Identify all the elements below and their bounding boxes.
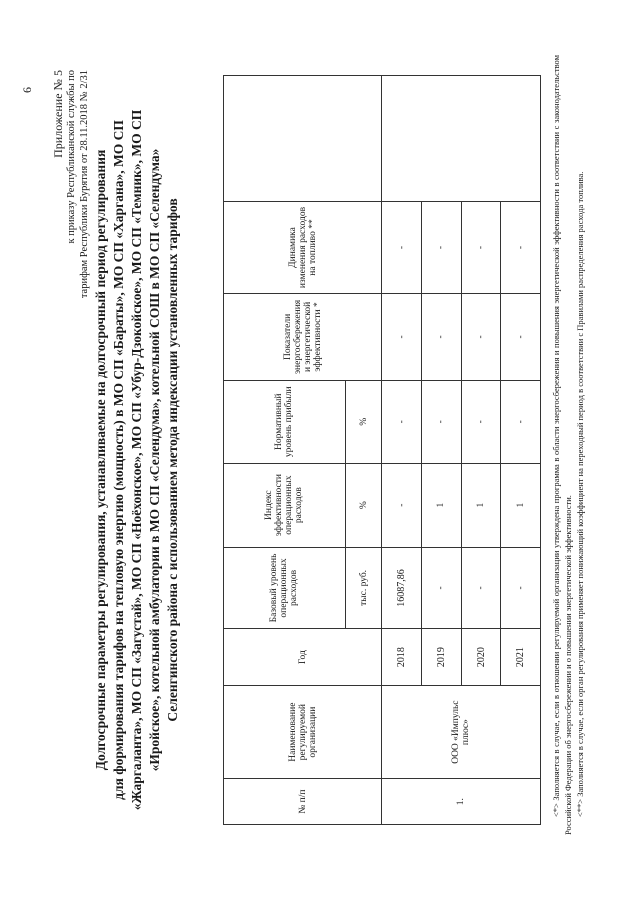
footnote-2: <**> Заполняется в случае, если орган регулирования применяет понижающий коэффициент на переходный период в соответствии с Правилами распределения расхода топлива. — [575, 171, 585, 817]
base-cell: - — [422, 547, 462, 629]
annex-line-3: тарифам Республики Бурятия от 28.11.2018 № 2/31 — [79, 70, 90, 299]
annex-line-2: к приказу Республиканской службы по — [66, 70, 77, 244]
index-cell: 1 — [501, 463, 541, 547]
energy-cell: - — [461, 294, 501, 381]
annex-line-1: Приложение № 5 — [51, 70, 65, 158]
document-title — [92, 75, 182, 845]
title-line-2: для формирования тарифов на тепловую энергию (мощность) в МО СП «Бараты», МО СП «Харгана», МО СП — [111, 120, 126, 800]
dynamics-cell: - — [422, 201, 462, 293]
unit-index: % — [345, 463, 382, 547]
year-cell: 2021 — [501, 629, 541, 686]
header-energy: Показатели энергосбережения и энергетической эффективности * — [224, 294, 382, 381]
title-line-1: Долгосрочные параметры регулирования, устанавливаемые на долгосрочный период регулирования — [93, 149, 108, 771]
header-base: Базовый уровень операционных расходов — [224, 547, 346, 629]
norm-cell: - — [382, 380, 422, 463]
empty-cell — [382, 76, 541, 202]
energy-cell: - — [382, 294, 422, 381]
dynamics-cell: - — [382, 201, 422, 293]
footnotes — [550, 55, 586, 835]
unit-base: тыс. руб. — [345, 547, 382, 629]
base-cell: - — [461, 547, 501, 629]
norm-cell: - — [461, 380, 501, 463]
row-org: ООО «Импульс плюс» — [382, 686, 541, 779]
year-cell: 2018 — [382, 629, 422, 686]
dynamics-cell: - — [501, 201, 541, 293]
title-line-5: Селенгинского района с использованием метода индексации установленных тарифов — [165, 198, 180, 722]
index-cell: 1 — [422, 463, 462, 547]
base-cell: 16087,86 — [382, 547, 422, 629]
index-cell: - — [382, 463, 422, 547]
year-cell: 2020 — [461, 629, 501, 686]
header-year: Год — [224, 629, 382, 686]
dynamics-cell: - — [461, 201, 501, 293]
page-number: 6 — [20, 87, 34, 93]
footnote-1: <*> Заполняется в случае, если в отношении регулируемой организации утверждена программа в области энергосбережения и повышения энергетической эффективности в соответствии с законодательством Российской Федерации об энергосбережении и о повышении энергетической эффективности. — [551, 55, 573, 835]
title-line-3: «Жаргаланта», МО СП «Загустай», МО СП «Ноёхонское», МО СП «Убур-Дзокойское», МО СП «Темник», МО СП — [129, 109, 144, 811]
header-org: Наименование регулируемой организации — [224, 686, 382, 779]
energy-cell: - — [501, 294, 541, 381]
header-row — [224, 76, 346, 825]
base-cell: - — [501, 547, 541, 629]
header-norm: Нормативный уровень прибыли — [224, 380, 346, 463]
header-num: № п/п — [224, 779, 382, 825]
norm-cell: - — [501, 380, 541, 463]
energy-cell: - — [422, 294, 462, 381]
header-index: Индекс эффективности операционных расходов — [224, 463, 346, 547]
header-empty — [224, 76, 382, 202]
header-dynamics: Динамика изменения расходов на топливо ** — [224, 201, 382, 293]
row-num: 1. — [382, 779, 541, 825]
norm-cell: - — [422, 380, 462, 463]
title-line-4: «Иройское», котельной амбулатории в МО СП «Селендума», котельной СОШ в МО СП «Селендума» — [147, 148, 162, 772]
table-row — [382, 76, 422, 825]
parameters-table — [223, 75, 541, 825]
year-cell: 2019 — [422, 629, 462, 686]
unit-norm: % — [345, 380, 382, 463]
annex-header — [52, 70, 91, 400]
index-cell: 1 — [461, 463, 501, 547]
